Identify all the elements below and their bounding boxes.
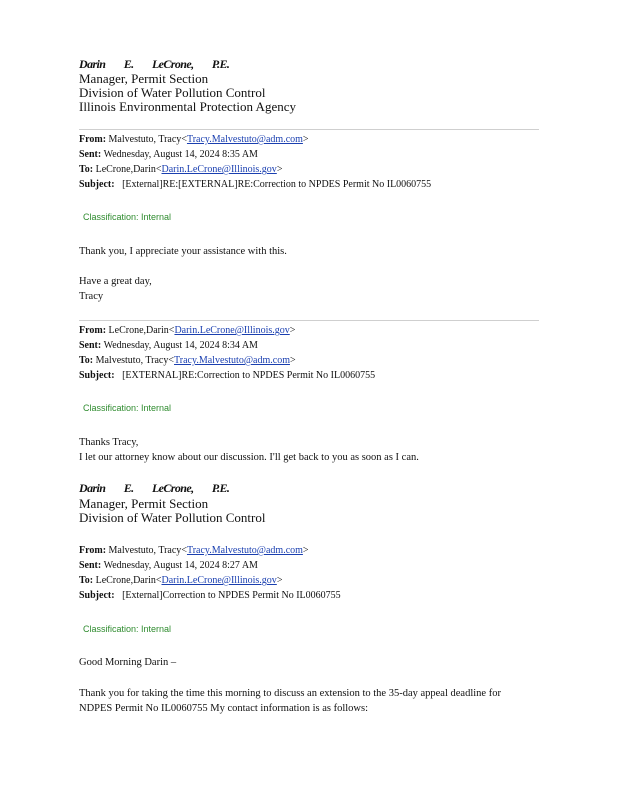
email2-classification: Classification: Internal (83, 403, 172, 413)
subject-label: Subject: (79, 590, 115, 601)
from-label: From: (79, 134, 107, 145)
email2-signature-division: Division of Water Pollution Control (79, 510, 266, 525)
to-label: To: (79, 164, 94, 175)
email3-body-line2: NDPES Permit No IL0060755 My contact information is as follows: (79, 703, 369, 714)
email2-sent-value: Wednesday, August 14, 2024 8:34 AM (103, 340, 258, 351)
email2-body-line1: Thanks Tracy, (79, 437, 139, 448)
email2-from-name: LeCrone,Darin (108, 325, 169, 336)
email2-to-row: To: Malvestuto, Tracy<Tracy.Malvestuto@adm.com> (79, 355, 296, 366)
email3-to-name: LeCrone,Darin (95, 575, 156, 586)
subject-label: Subject: (79, 179, 115, 190)
email1-from-email-link[interactable]: Tracy.Malvestuto@adm.com (186, 134, 303, 145)
sent-label: Sent: (79, 560, 102, 571)
email2-to-name: Malvestuto, Tracy (95, 355, 169, 366)
email3-from-email-link[interactable]: Tracy.Malvestuto@adm.com (186, 545, 303, 556)
email1-classification: Classification: Internal (83, 212, 172, 222)
email3-to-row: To: LeCrone,Darin<Darin.LeCrone@Illinois.gov> (79, 575, 283, 586)
email3-subject-value: [External]Correction to NPDES Permit No IL0060755 (122, 590, 341, 601)
email1-from-row: From: Malvestuto, Tracy<Tracy.Malvestuto@adm.com> (79, 134, 309, 145)
email3-from-name: Malvestuto, Tracy (108, 545, 182, 556)
divider (79, 129, 539, 130)
email2-from-row: From: LeCrone,Darin<Darin.LeCrone@Illinois.gov> (79, 325, 296, 336)
email3-sent-value: Wednesday, August 14, 2024 8:27 AM (103, 560, 258, 571)
signature-title: Manager, Permit Section (79, 71, 209, 86)
subject-label: Subject: (79, 370, 115, 381)
email1-subject-row (79, 177, 431, 192)
from-label: From: (79, 325, 107, 336)
signature-division: Division of Water Pollution Control (79, 85, 266, 100)
email1-subject-value: [External]RE:[EXTERNAL]RE:Correction to NPDES Permit No IL0060755 (122, 179, 432, 190)
email1-to-row: To: LeCrone,Darin<Darin.LeCrone@Illinois.gov> (79, 164, 283, 175)
email2-subject-row (79, 368, 375, 383)
email1-to-name: LeCrone,Darin (95, 164, 156, 175)
email3-body-line1: Thank you for taking the time this morning to discuss an extension to the 35-day appeal deadline for (79, 688, 501, 699)
sent-label: Sent: (79, 149, 102, 160)
divider (79, 320, 539, 321)
email2-subject-value: [EXTERNAL]RE:Correction to NPDES Permit No IL0060755 (122, 370, 376, 381)
email2-sent-row (79, 338, 258, 353)
email3-from-row: From: Malvestuto, Tracy<Tracy.Malvestuto@adm.com> (79, 545, 309, 556)
email2-body-line2: I let our attorney know about our discussion. I'll get back to you as soon as I can. (79, 452, 419, 463)
email1-body-line1: Thank you, I appreciate your assistance with this. (79, 246, 287, 257)
to-label: To: (79, 355, 94, 366)
from-label: From: (79, 545, 107, 556)
email1-body-line2: Have a great day, (79, 276, 152, 287)
email3-classification: Classification: Internal (83, 624, 172, 634)
email1-sent-row (79, 147, 258, 162)
email1-sent-value: Wednesday, August 14, 2024 8:35 AM (103, 149, 258, 160)
email1-body-line3: Tracy (79, 291, 104, 302)
email1-to-email-link[interactable]: Darin.LeCrone@Illinois.gov (161, 164, 277, 175)
email2-from-email-link[interactable]: Darin.LeCrone@Illinois.gov (174, 325, 290, 336)
email2-signature-name: Darin E. LeCrone, P.E. (79, 481, 230, 495)
email2-signature-title: Manager, Permit Section (79, 496, 209, 511)
email3-sent-row (79, 558, 258, 573)
email3-greeting: Good Morning Darin – (79, 657, 177, 668)
email3-subject-row (79, 588, 341, 603)
signature-agency: Illinois Environmental Protection Agency (79, 99, 296, 114)
to-label: To: (79, 575, 94, 586)
email2-to-email-link[interactable]: Tracy.Malvestuto@adm.com (174, 355, 290, 366)
signature-name: Darin E. LeCrone, P.E. (79, 57, 230, 71)
email3-to-email-link[interactable]: Darin.LeCrone@Illinois.gov (161, 575, 277, 586)
email1-from-name: Malvestuto, Tracy (108, 134, 182, 145)
sent-label: Sent: (79, 340, 102, 351)
